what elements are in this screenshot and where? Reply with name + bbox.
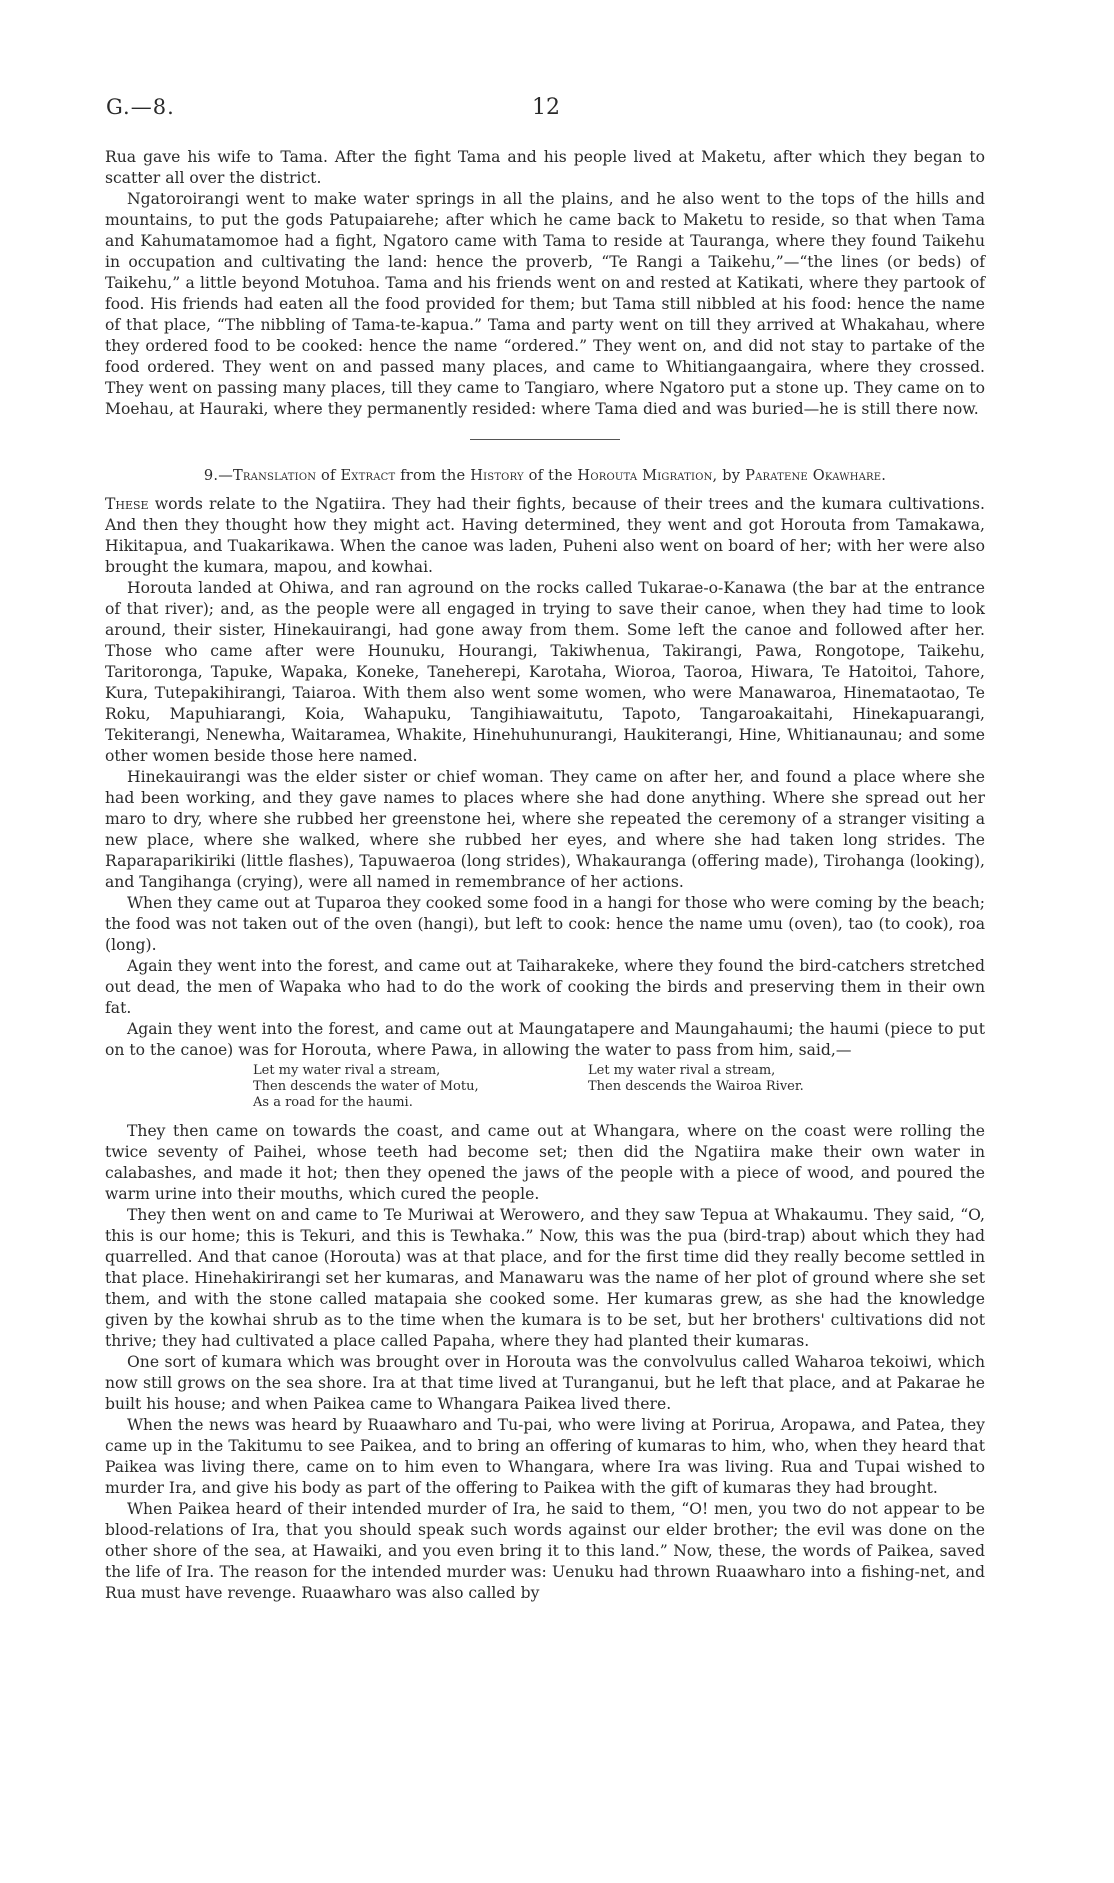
section-heading [105,466,985,486]
paragraph: When Paikea heard of their intended murder of Ira, he said to them, “O! men, you two do not appear to be blood-relations of Ira, that you should speak such words against our elder brother; the evil was done on the other shore of the sea, at Hawaiki, and you even bring it to this land.” Now, these, the words of Paikea, saved the life of Ira. The reason for the intended murder was: Uenuku had thrown Ruaawharo into a fishing-net, and Rua must have revenge. Ruaawharo was also called by [105,1500,985,1602]
paragraph: Horouta landed at Ohiwa, and ran aground on the rocks called Tukarae-o-Kanawa (the bar at the entrance of that river); and, as the people were all engaged in trying to save their canoe, when they had time to look around, their sister, Hinekauirangi, had gone away from them. Some left the canoe and followed after her. Those who came after were Hounuku, Hourangi, Takiwhenua, Takirangi, Pawa, Rongotope, Taikehu, Taritoronga, Tapuke, Wapaka, Koneke, Taneherepi, Karotaha, Wioroa, Taoroa, Hiwara, Te Hatoitoi, Tahore, Kura, Tutepakihirangi, Taiaroa. With them also went some women, who were Manawaroa, Hinemataotao, Te Roku, Mapuhiarangi, Koia, Wahapuku, Tangihiawaitutu, Tapoto, Tangaroakaitahi, Hinekapuarangi, Tekiterangi, Nenewha, Waitaramea, Whakite, Hinehuhunurangi, Haukiterangi, Hine, Whitianaunau; and some other women beside those here named. [105,579,985,765]
heading-prefix: 9.— [203,467,233,484]
paragraph: Again they went into the forest, and came out at Maungatapere and Maungahaumi; the haumi (piece to put on to the canoe) was for Horouta, where Pawa, in allowing the water to pass from him, said,— [105,1020,985,1059]
heading-word: , by [712,467,746,484]
paragraph-text: words relate to the Ngatiira. They had their fights, because of their trees and the kumara cultivations. And then they thought how they might act. Having determined, they went and got Horouta from Tamakawa, Hikitapua, and Tuakarikawa. When the canoe was laden, Puheni also went on board of her; with her were also brought the kumara, mapou, and kowhai. [105,495,985,576]
paragraph: When the news was heard by Ruaawharo and Tu-pai, who were living at Porirua, Aropawa, and Patea, they came up in the Takitumu to see Paikea, and to bring an offering of kumaras to him, who, when they heard that Paikea was living there, came on to him even to Whangara, where Ira was living. Rua and Tupai wished to murder Ira, and give his body as part of the offering to Paikea with the gift of kumaras they had brought. [105,1416,985,1497]
verse-line: As a road for the haumi. [253,1095,413,1110]
page-body [105,147,985,1604]
heading-word: Horouta Migration [577,467,713,484]
verse-line: Let my water rival a stream, [588,1063,776,1078]
paragraph: Again they went into the forest, and came out at Taiharakeke, where they found the bird-catchers stretched out dead, the men of Wapaka who had to do the work of cooking the birds and preserving them in their own fat. [105,957,985,1017]
paragraph: Hinekauirangi was the elder sister or chief woman. They came on after her, and found a place where she had been working, and they gave names to places where she had done anything. Where she spread out her maro to dry, where she rubbed her greenstone hei, where she repeated the ceremony of a stranger visiting a new place, where she walked, where she rubbed her eyes, and where she had taken long strides. The Raparaparikiriki (little flashes), Tapuwaeroa (long strides), Whakauranga (offering made), Tirohanga (looking), and Tangihanga (crying), were all named in remembrance of her actions. [105,768,985,891]
paragraph: One sort of kumara which was brought over in Horouta was the convolvulus called Waharoa tekoiwi, which now still grows on the sea shore. Ira at that time lived at Turanganui, but he left that place, and at Pakarae he built his house; and when Paikea came to Whangara Paikea lived there. [105,1353,985,1413]
heading-word: of the [523,467,578,484]
verse-line: Let my water rival a stream, [253,1063,441,1078]
paragraph: Ngatoroirangi went to make water springs in all the plains, and he also went to the tops of the hills and mountains, to put the gods Patupaiarehe; after which he came back to Maketu to reside, so that when Tama and Kahumatamomoe had a fight, Ngatoro came with Tama to reside at Tauranga, where they found Taikehu in occupation and cultivating the land: hence the proverb, “Te Rangi a Taikehu,”—“the lines (or beds) of Taikehu,” a little beyond Motuhoa. Tama and his friends went on and rested at Katikati, where they partook of food. His friends had eaten all the food provided for them; but Tama still nibbled at his food: hence the name of that place, “The nibbling of Tama-te-kapua.” Tama and party went on till they arrived at Whakahau, where they ordered food to be cooked: hence the name “ordered.” They went on, and did not stay to partake of the food ordered. They went on and passed many places, and came to Whitiangaangaira, where they crossed. They went on passing many places, till they came to Tangiaro, where Ngatoro put a stone up. They came on to Moehau, at Hauraki, where they permanently resided: where Tama died and was buried—he is still there now. [105,190,985,418]
first-word: These [105,495,149,513]
paragraph [105,494,985,578]
heading-end: . [881,467,887,484]
paragraph: Rua gave his wife to Tama. After the fight Tama and his people lived at Maketu, after which they began to scatter all over the district. [105,148,985,187]
page-header [102,95,982,125]
heading-word: History [470,467,524,484]
heading-word: Translation [233,467,317,484]
verse-block [105,1063,985,1111]
verse-column-left [253,1063,553,1111]
page-reference: G.—8. [106,95,175,119]
verse-column-right [588,1063,804,1111]
verse-line: Then descends the Wairoa River. [588,1079,804,1094]
heading-word: from the [395,467,471,484]
page-number: 12 [532,95,560,120]
heading-word: Extract [340,467,396,484]
verse-line: Then descends the water of Motu, [253,1079,479,1094]
paragraph: When they came out at Tuparoa they cooked some food in a hangi for those who were coming by the beach; the food was not taken out of the oven (hangi), but left to cook: hence the name umu (oven), tao (to cook), roa (long). [105,894,985,954]
section-divider [470,439,620,440]
heading-word: of [316,467,341,484]
paragraph: They then went on and came to Te Muriwai at Werowero, and they saw Tepua at Whakaumu. They said, “O, this is our home; this is Tekuri, and this is Tewhaka.” Now, this was the pua (bird-trap) about which they had quarrelled. And that canoe (Horouta) was at that place, and for the first time did they really become settled in that place. Hinehakirirangi set her kumaras, and Manawaru was the name of her plot of ground where she set them, and with the stone called matapaia she cooked some. Her kumaras grew, as she had the knowledge given by the kowhai shrub as to the time when the kumara is to be set, but her brothers' cultivations did not thrive; they had cultivated a place called Papaha, where they had planted their kumaras. [105,1206,985,1350]
paragraph: They then came on towards the coast, and came out at Whangara, where on the coast were rolling the twice seventy of Paihei, whose teeth had become set; then did the Ngatiira make their own water in calabashes, and made it hot; then they opened the jaws of the people with a piece of wood, and poured the warm urine into their mouths, which cured the people. [105,1122,985,1203]
heading-author: Paratene Okawhare [745,467,882,484]
